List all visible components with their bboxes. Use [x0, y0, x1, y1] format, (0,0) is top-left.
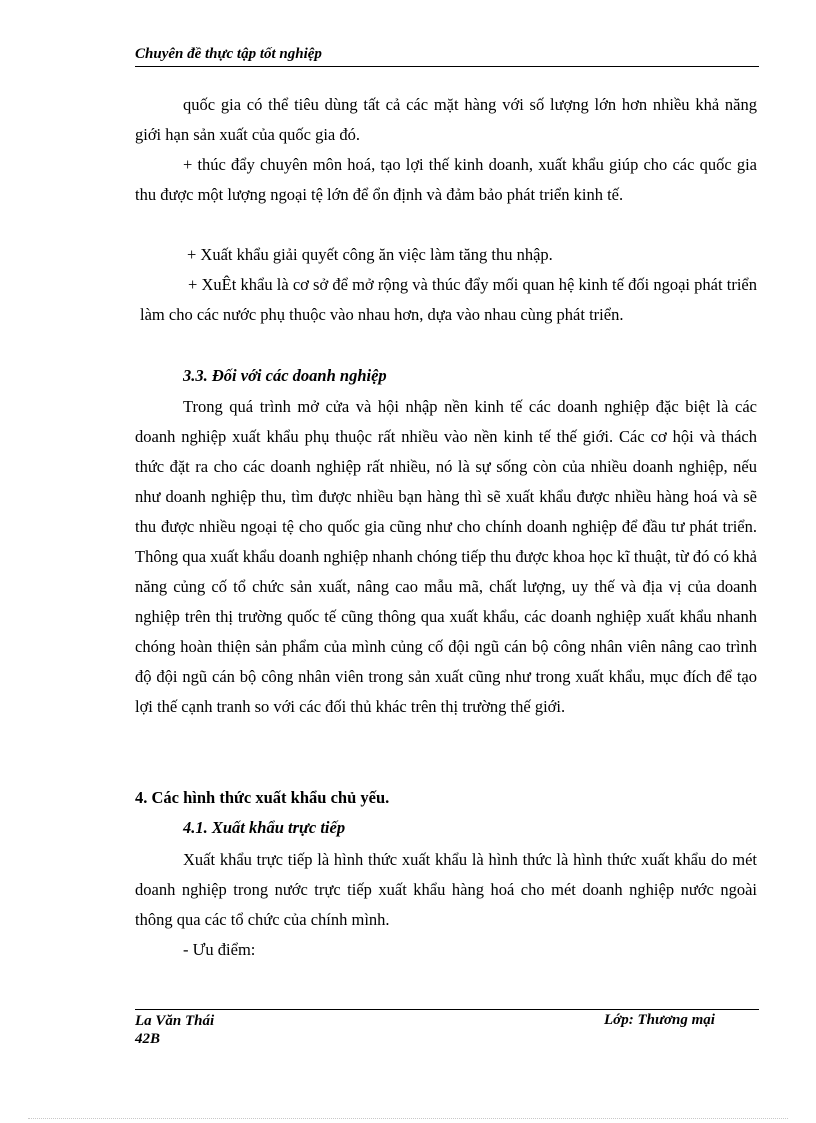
section-heading-4: 4. Các hình thức xuất khẩu chủ yếu.: [135, 788, 390, 807]
footer-author-block: [135, 1012, 214, 1048]
header-title: Chuyên đề thực tập tốt nghiệp: [135, 46, 322, 62]
section-heading-3-3: 3.3. Đối với các doanh nghiệp: [183, 366, 387, 385]
paragraph-4: + XuÊt khẩu là cơ sở để mở rộng và thúc đẩy mối quan hệ kinh tế đối ngoại phát triển làm cho các nước phụ thuộc vào nhau hơn, dựa vào nhau cùng phát triển.: [140, 275, 757, 324]
paragraph-7: - Ưu điểm:: [183, 940, 256, 959]
page-edge: [28, 1118, 788, 1119]
footer-author: La Văn Thái: [135, 1013, 215, 1029]
footer-class-code: 42B: [135, 1031, 161, 1047]
header-rule: [135, 66, 759, 67]
paragraph-2: + thúc đẩy chuyên môn hoá, tạo lợi thế kinh doanh, xuất khẩu giúp cho các quốc gia thu được một lượng ngoại tệ lớn để ổn định và đảm bảo phát triển kinh tế.: [135, 155, 757, 204]
section-heading-4-1: 4.1. Xuất khẩu trực tiếp: [183, 818, 346, 837]
footer-rule: [135, 1009, 759, 1010]
paragraph-5: Trong quá trình mở cửa và hội nhập nền kinh tế các doanh nghiệp đặc biệt là các doanh nghiệp xuất khẩu phụ thuộc rất nhiều vào nền kinh tế thế giới. Các cơ hội và thách thức đặt ra cho các doanh nghiệp rất nhiều, nó là sự sống còn của nhiều doanh nghiệp, nếu như doanh nghiệp thu, tìm được nhiều bạn hàng thì sẽ xuất khẩu được nhiều hàng hoá và sẽ thu được nhiều ngoại tệ cho quốc gia cũng như cho chính doanh nghiệp để đầu tư phát triển. Thông qua xuất khẩu doanh nghiệp nhanh chóng tiếp thu được khoa học kĩ thuật, từ đó có khả năng củng cố tổ chức sản xuất, nâng cao mẫu mã, chất lượng, uy thế và địa vị của doanh nghiệp trên thị trường quốc tế cũng thông qua xuất khẩu, các doanh nghiệp xuất khẩu nhanh chóng hoàn thiện sản phẩm của mình củng cố đội ngũ cán bộ công nhân viên nâng cao trình độ đội ngũ cán bộ công nhân viên trong sản xuất cũng như trong xuất khẩu, mục đích để tạo lợi thế cạnh tranh so với các đối thủ khác trên thị trường thế giới.: [135, 397, 757, 716]
paragraph-3: + Xuất khẩu giải quyết công ăn việc làm tăng thu nhập.: [187, 245, 553, 264]
footer-class-label: Lớp: Thương mại: [604, 1012, 715, 1028]
paragraph-6: Xuất khẩu trực tiếp là hình thức xuất khẩu là hình thức là hình thức xuất khẩu do mét doanh nghiệp trong nước trực tiếp xuất khẩu hàng hoá cho mét doanh nghiệp nước ngoài thông qua các tổ chức của chính mình.: [135, 850, 757, 929]
paragraph-1: quốc gia có thể tiêu dùng tất cả các mặt hàng với số lượng lớn hơn nhiều khả năng giới hạn sản xuất của quốc gia đó.: [135, 95, 757, 144]
